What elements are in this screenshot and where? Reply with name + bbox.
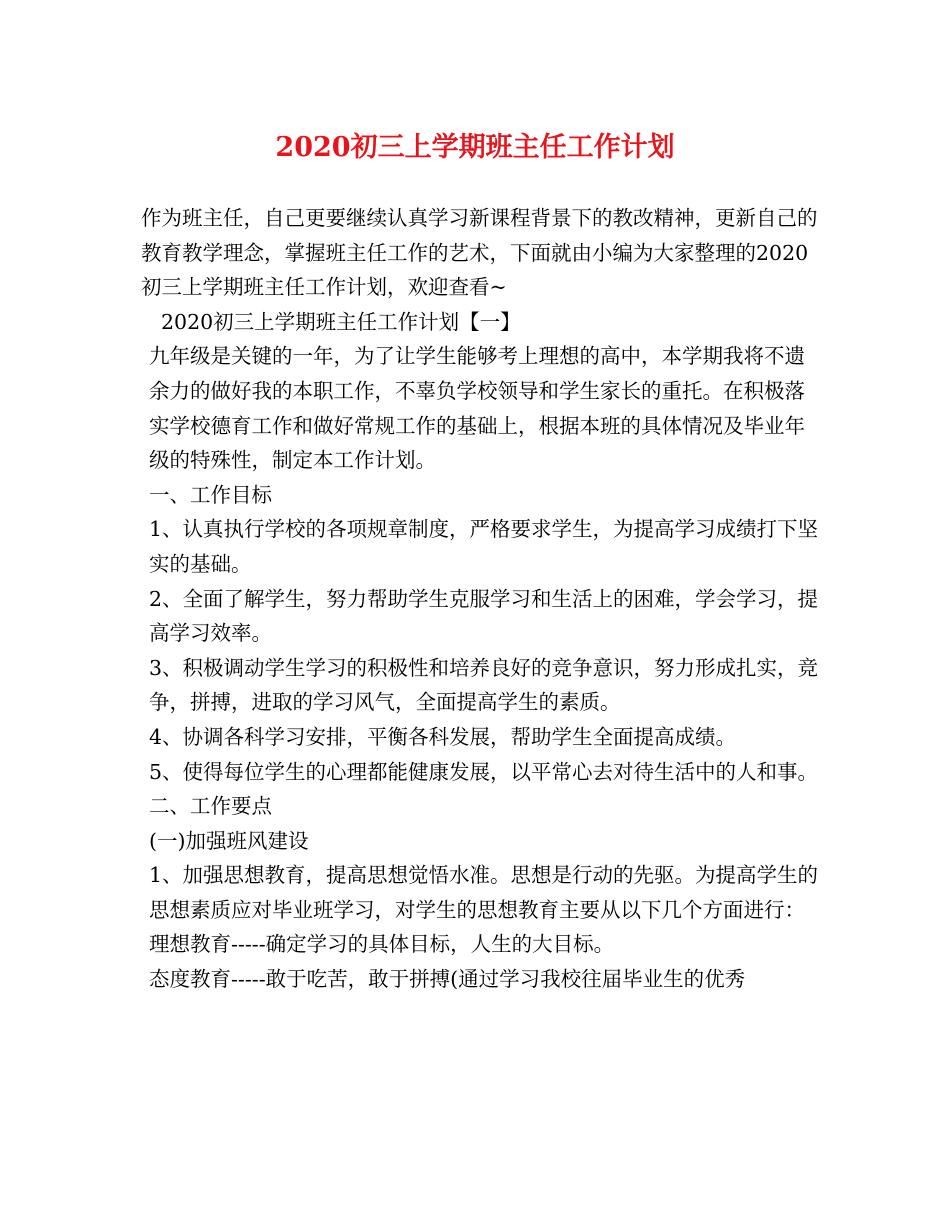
goal-item-2: 2、全面了解学生，努力帮助学生克服学习和生活上的困难，学会学习，提高学习效率。 — [149, 586, 819, 646]
goal-item-4: 4、协调各科学习安排，平衡各科发展，帮助学生全面提高成绩。 — [149, 724, 737, 749]
goal-item-1: 1、认真执行学校的各项规章制度，严格要求学生，为提高学习成绩打下坚实的基础。 — [149, 517, 819, 576]
heading-work-points: 二、工作要点 — [149, 794, 272, 819]
goal-item-5: 5、使得每位学生的心理都能健康发展，以平常心去对待生活中的人和事。 — [149, 759, 819, 784]
heading-work-goals: 一、工作目标 — [149, 482, 272, 507]
education-item-ideal: 理想教育-----确定学习的具体目标，人生的大目标。 — [149, 932, 615, 957]
intro-paragraph: 作为班主任，自己更要继续认真学习新课程背景下的教改精神，更新自己的教育教学理念，掌握班主任工作的艺术，下面就由小编为大家整理的2020初三上学期班主任工作计划，欢迎查看~ — [141, 206, 818, 300]
point-item-1: 1、加强思想教育，提高思想觉悟水准。思想是行动的先驱。为提高学生的思想素质应对毕业班学习，对学生的思想教育主要从以下几个方面进行： — [149, 863, 819, 922]
subheading-class-style: (一)加强班风建设 — [149, 828, 309, 853]
paragraph-overview: 九年级是关键的一年，为了让学生能够考上理想的高中，本学期我将不遗余力的做好我的本职工作，不辜负学校领导和学生家长的重托。在积极落实学校德育工作和做好常规工作的基础上，根据本班的具体情况及毕业年级的特殊性，制定本工作计划。 — [149, 344, 805, 473]
goal-item-3: 3、积极调动学生学习的积极性和培养良好的竞争意识，努力形成扎实，竞争，拼搏，进取的学习风气，全面提高学生的素质。 — [149, 655, 819, 715]
education-item-attitude: 态度教育-----敢于吃苦，敢于拼搏(通过学习我校往届毕业生的优秀 — [149, 967, 746, 992]
section-heading-plan-one: 2020初三上学期班主任工作计划【一】 — [161, 309, 521, 334]
document-title: 2020初三上学期班主任工作计划 — [275, 132, 675, 163]
document-body — [141, 201, 821, 997]
